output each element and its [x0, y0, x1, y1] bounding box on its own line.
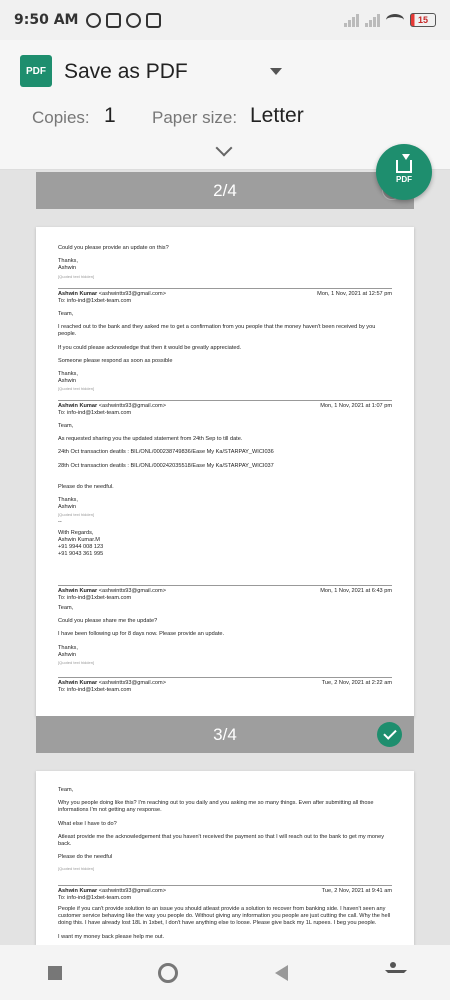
paper-size-label: Paper size:: [152, 108, 238, 127]
print-options-header: [0, 40, 450, 170]
recipient: To: info-ind@1xbet-team.com: [58, 895, 132, 902]
text: Atleast provide me the acknowledgement that you haven't received the payment so that I will reach out to the bank to get my money back.: [58, 833, 384, 848]
alarm-icon: [86, 13, 101, 28]
quoted-text: [Quoted text hidden]: [58, 273, 95, 279]
text: Ashwin Kumar.M: [58, 537, 100, 544]
sender-name: Ashwin Kumar: [58, 588, 98, 594]
page-4-preview[interactable]: [36, 771, 414, 945]
sender-name: Ashwin Kumar: [58, 680, 98, 686]
quoted-text: [Quoted text hidden]: [58, 660, 95, 666]
text: Thanks,: [58, 371, 78, 378]
text: Why you people doing like this? I'm reaching out to you daily and you asking me so many things. Even after submitting all those informations I'm not getting any response.: [58, 800, 374, 814]
sender-email: <ashwintts93@gmail.com>: [97, 680, 166, 686]
text: Could you please share me the update?: [58, 618, 158, 625]
page-2-label: 2/4: [213, 180, 237, 200]
page-2-bar[interactable]: [36, 172, 414, 209]
notification-icon: [106, 13, 121, 28]
sender-name: Ashwin Kumar: [58, 291, 98, 297]
home-icon[interactable]: [158, 963, 178, 983]
text: +91 9043 361 995: [58, 551, 104, 558]
battery-level: 15: [417, 15, 428, 25]
text: I have been following up for 8 days now. Please provide an update.: [58, 631, 225, 638]
text: Thanks,: [58, 644, 78, 651]
page-3-label: 3/4: [213, 724, 237, 744]
text: 24th Oct transaction deatils : BIL/ONL/000238749836/Ease My Ka/STARPAY_WICI036: [58, 449, 274, 456]
text: Ashwin: [58, 651, 77, 658]
page-3-preview[interactable]: [36, 227, 414, 717]
quoted-text: [Quoted text hidden]: [58, 512, 95, 518]
page-3-checkmark-icon[interactable]: [377, 722, 402, 747]
email-header: [58, 585, 392, 602]
text: With Regards,: [58, 529, 94, 536]
email-header: [58, 400, 392, 417]
email-header: [58, 885, 392, 902]
sender-email: <ashwintts93@gmail.com>: [97, 291, 166, 297]
text: Could you please provide an update on this?: [58, 245, 169, 251]
text: Please do the needful.: [58, 483, 114, 490]
text: +91 9944 008 123: [58, 544, 104, 551]
battery-icon: [410, 13, 436, 27]
back-icon[interactable]: [275, 965, 288, 981]
sender-email: <ashwintts93@gmail.com>: [97, 403, 166, 409]
text: --: [58, 518, 62, 525]
text: Ashwin: [58, 378, 77, 385]
accessibility-icon[interactable]: [384, 962, 402, 984]
copies-value[interactable]: 1: [104, 104, 116, 127]
copies-label: Copies:: [32, 108, 90, 127]
recipient: To: info-ind@1xbet-team.com: [58, 410, 132, 417]
text: Team,: [58, 311, 74, 317]
signal-icon: [344, 13, 359, 27]
sender-name: Ashwin Kumar: [58, 888, 98, 894]
email-header: [58, 288, 392, 305]
status-bar: [0, 0, 450, 40]
calendar-icon: [146, 13, 161, 28]
pdf-destination-icon: PDF: [20, 55, 52, 87]
text: I want my money back please help me out.: [58, 933, 165, 940]
email-date: Mon, 1 Nov, 2021 at 6:43 pm: [320, 588, 392, 594]
system-nav-bar: [0, 945, 450, 1000]
text: I reached out to the bank and they asked me to get a confirmation from you people that the money haven't been received by you people.: [58, 324, 376, 338]
sender-email: <ashwintts93@gmail.com>: [97, 588, 166, 594]
paper-size-value[interactable]: Letter: [250, 104, 304, 127]
recent-apps-icon[interactable]: [48, 966, 62, 980]
download-pdf-button[interactable]: [376, 144, 432, 200]
destination-selector[interactable]: Save as PDF: [64, 60, 188, 83]
wifi-icon: [386, 14, 404, 26]
text: Team,: [58, 423, 74, 429]
sender-email: <ashwintts93@gmail.com>: [97, 888, 166, 894]
email-date: Mon, 1 Nov, 2021 at 1:07 pm: [320, 403, 392, 409]
quoted-text: [Quoted text hidden]: [58, 866, 95, 872]
email-date: Tue, 2 Nov, 2021 at 2:22 am: [321, 680, 392, 686]
text: What else I have to do?: [58, 820, 117, 827]
text: 28th Oct transaction deatils : BIL/ONL/000242035518/Ease My Ka/STARPAY_WICI037: [58, 462, 274, 469]
email-date: Mon, 1 Nov, 2021 at 12:57 pm: [317, 291, 392, 297]
text: Someone please respond as soon as possible: [58, 357, 173, 364]
dropdown-arrow-icon[interactable]: [270, 68, 282, 75]
recipient: To: info-ind@1xbet-team.com: [58, 298, 132, 305]
status-time: 9:50 AM: [14, 12, 79, 28]
quoted-text: [Quoted text hidden]: [58, 386, 95, 392]
text: Please do the needful: [58, 854, 113, 861]
app-icon: [126, 13, 141, 28]
text: Ashwin: [58, 504, 77, 511]
text: Team,: [58, 787, 74, 793]
text: Thanks,: [58, 258, 78, 265]
page-3-bar[interactable]: [36, 716, 414, 753]
text: Ashwin: [58, 265, 77, 272]
signal-icon-2: [365, 13, 380, 27]
text: If you could please acknowledge that then it would be greatly appreciated.: [58, 344, 242, 351]
sender-name: Ashwin Kumar: [58, 403, 98, 409]
download-icon: [396, 160, 412, 173]
text: People if you can't provide solution to an issue you should atleast provide a solution to recover from banking side. I haven't seen any customer service behaving like the way you people do. Without giving any information you people are just cutting the call. Why the hell doing this. I have already lost 18L in 1xbet, I don't have anything else to loose. Please give back my 1L rupees. I beg you people.: [58, 906, 391, 927]
recipient: To: info-ind@1xbet-team.com: [58, 595, 132, 602]
text: Team,: [58, 605, 74, 611]
text: Thanks,: [58, 497, 78, 504]
recipient: To: info-ind@1xbet-team.com: [58, 687, 132, 694]
email-header: [58, 677, 392, 694]
email-date: Tue, 2 Nov, 2021 at 9:41 am: [321, 888, 392, 894]
text: As requested sharing you the updated statement from 24th Sep to till date.: [58, 436, 243, 443]
download-pdf-label: PDF: [396, 175, 412, 184]
expand-options-icon[interactable]: [216, 140, 233, 157]
